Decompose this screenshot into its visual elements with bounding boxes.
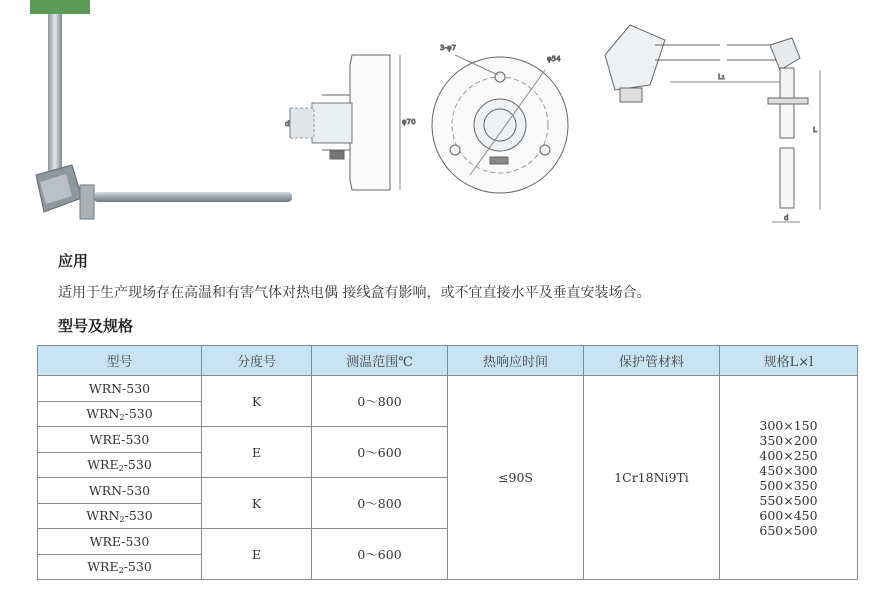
- model-cell: [38, 452, 202, 478]
- application-heading: 应用: [58, 252, 89, 270]
- model-cell: [38, 401, 202, 427]
- assembly-d-label: d: [784, 214, 789, 222]
- size-item: 450×300: [759, 462, 818, 478]
- header-graduation: 分度号: [202, 346, 312, 376]
- model-cell: WRN-530: [38, 478, 202, 504]
- flange-d-label: d: [285, 120, 290, 128]
- assembly-l-label: L: [813, 126, 817, 134]
- model-subscript: 2: [118, 565, 124, 575]
- model-base: WRE: [87, 558, 119, 574]
- flange-holes-label: 3-φ7: [440, 44, 457, 52]
- header-range: 测温范围℃: [312, 346, 448, 376]
- model-suffix: -530: [124, 405, 153, 421]
- graduation-cell: E: [202, 529, 312, 580]
- size-item: 550×500: [759, 492, 818, 508]
- model-base: WRN: [86, 405, 120, 421]
- range-cell: 0～600: [312, 529, 448, 580]
- size-item: 400×250: [759, 447, 818, 463]
- range-cell: 0～600: [312, 427, 448, 478]
- range-cell: 0～800: [312, 478, 448, 529]
- application-text: 适用于生产现场存在高温和有害气体对热电偶 接线盒有影响，或不宜直接水平及垂直安装场合。: [58, 285, 651, 301]
- material-cell: 1Cr18Ni9Ti: [584, 376, 720, 580]
- size-item: 350×200: [759, 432, 818, 448]
- model-subscript: 2: [119, 412, 125, 422]
- product-figures: [0, 0, 890, 240]
- size-item: 500×350: [759, 477, 818, 493]
- graduation-cell: E: [202, 427, 312, 478]
- spec-heading: 型号及规格: [58, 317, 134, 335]
- graduation-cell: K: [202, 376, 312, 427]
- model-suffix: -530: [124, 507, 153, 523]
- model-cell: WRE-530: [38, 427, 202, 453]
- size-item: 600×450: [759, 507, 818, 523]
- spec-table: [37, 345, 858, 580]
- model-base: WRN: [86, 507, 120, 523]
- model-subscript: 2: [118, 463, 124, 473]
- graduation-cell: K: [202, 478, 312, 529]
- model-base: WRE: [87, 456, 119, 472]
- header-material: 保护管材料: [584, 346, 720, 376]
- model-cell: [38, 554, 202, 580]
- flange-side-drawing: [285, 55, 416, 190]
- model-subscript: 2: [119, 514, 125, 524]
- flange-diameter-label: φ70: [402, 118, 416, 126]
- model-suffix: -530: [123, 558, 152, 574]
- range-cell: 0～800: [312, 376, 448, 427]
- header-response-time: 热响应时间: [448, 346, 584, 376]
- sizes-cell: [720, 376, 858, 580]
- header-size: 规格L×l: [720, 346, 858, 376]
- model-suffix: -530: [123, 456, 152, 472]
- size-item: 650×500: [759, 522, 818, 538]
- assembly-l1-label: L₁: [718, 73, 725, 81]
- table-header-row: [38, 346, 858, 376]
- thermocouple-photo: [30, 0, 292, 219]
- model-cell: WRN-530: [38, 376, 202, 402]
- model-cell: [38, 503, 202, 529]
- response-time-cell: ≤90S: [448, 376, 584, 580]
- model-cell: WRE-530: [38, 529, 202, 555]
- assembly-drawing: [605, 25, 820, 222]
- table-row: [38, 376, 858, 402]
- flange-front-diameter-label: φ54: [547, 55, 561, 63]
- size-item: 300×150: [759, 417, 818, 433]
- header-model: 型号: [38, 346, 202, 376]
- flange-front-drawing: [432, 44, 568, 193]
